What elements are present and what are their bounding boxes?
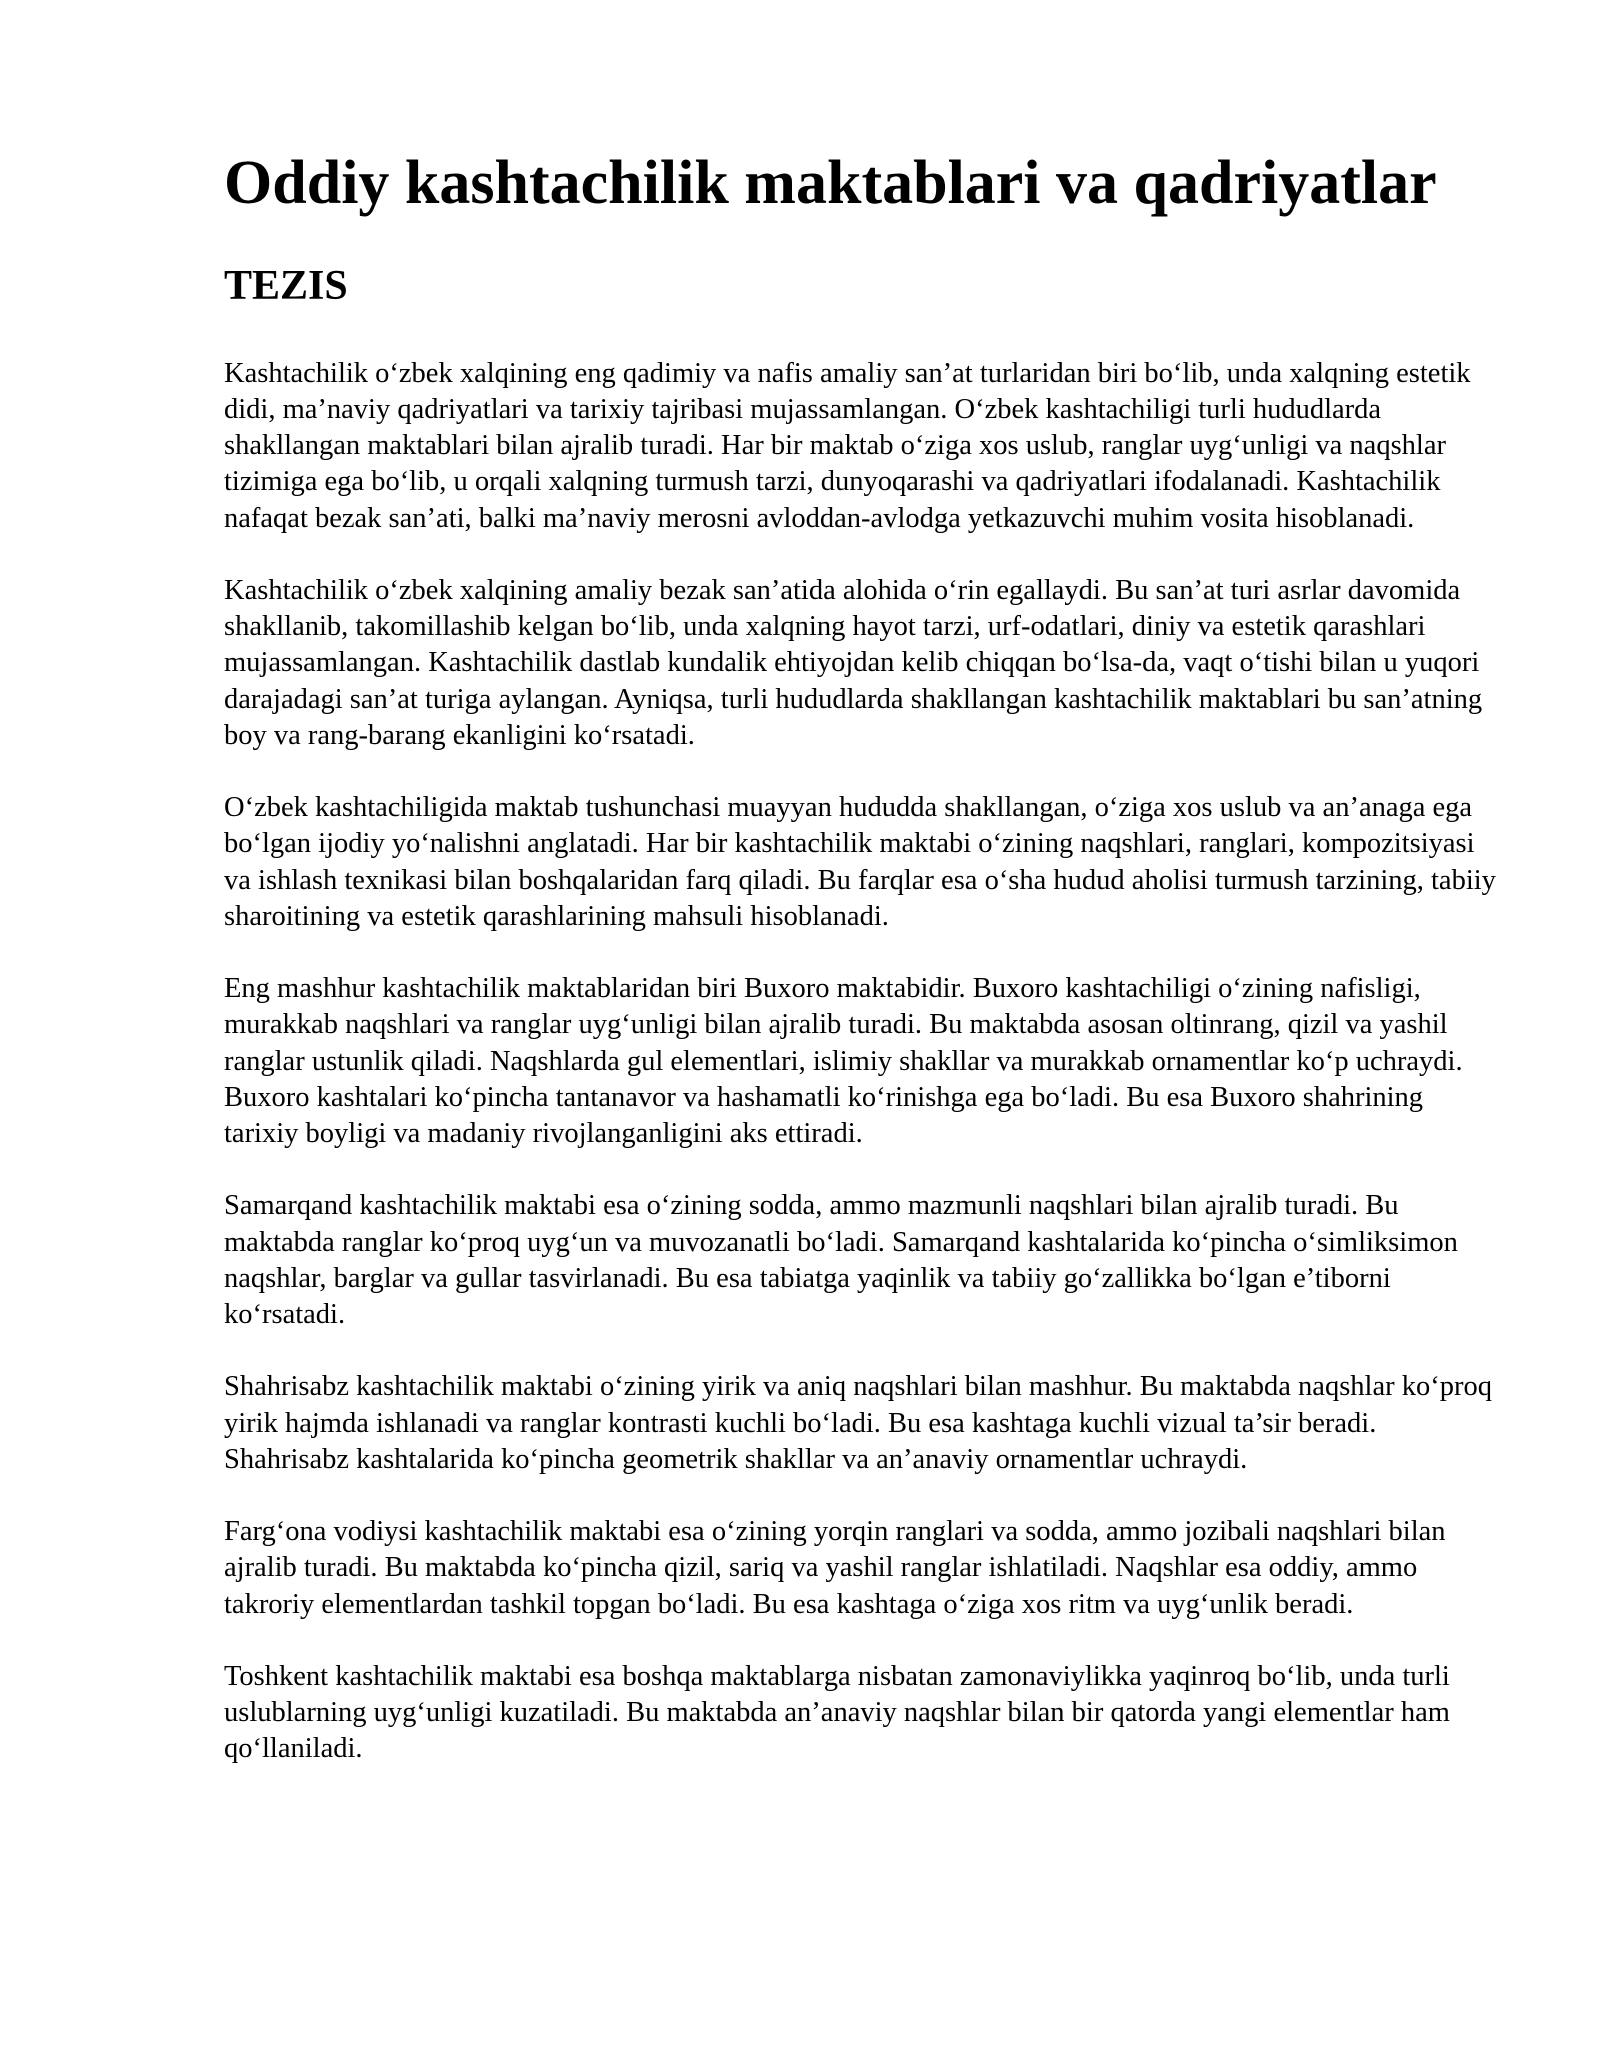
- paragraph: Samarqand kashtachilik maktabi esa o‘zining sodda, ammo mazmunli naqshlari bilan ajralib turadi. Bu maktabda ranglar ko‘proq uyg‘un va muvozanatli bo‘ladi. Samarqand kashtalarida ko‘pincha o‘simliksimon naqshlar, barglar va gullar tasvirlanadi. Bu esa tabiatga yaqinlik va tabiiy go‘zallikka bo‘lgan e’tiborni ko‘rsatadi.: [224, 1190, 1458, 1330]
- paragraph: Shahrisabz kashtachilik maktabi o‘zining yirik va aniq naqshlari bilan mashhur. Bu maktabda naqshlar ko‘proq yirik hajmda ishlanadi va ranglar kontrasti kuchli bo‘ladi. Bu esa kashtaga kuchli vizual ta’sir beradi. Shahrisabz kashtalarida ko‘pincha geometrik shakllar va an’anaviy ornamentlar uchraydi.: [224, 1371, 1492, 1475]
- paragraph: Toshkent kashtachilik maktabi esa boshqa maktablarga nisbatan zamonaviylikka yaqinroq bo‘lib, unda turli uslublarning uyg‘unligi kuzatiladi. Bu maktabda an’anaviy naqshlar bilan bir qatorda yangi elementlar ham qo‘llaniladi.: [224, 1660, 1450, 1765]
- document-page: [224, 148, 1499, 1804]
- document-title: Oddiy kashtachilik maktablari va qadriyatlar: [224, 149, 1437, 217]
- paragraph: Eng mashhur kashtachilik maktablaridan biri Buxoro maktabidir. Buxoro kashtachiligi o‘zining nafisligi, murakkab naqshlari va ranglar uyg‘unligi bilan ajralib turadi. Bu maktabda asosan oltinrang, qizil va yashil ranglar ustunlik qiladi. Naqshlarda gul elementlari, islimiy shakllar va murakkab ornamentlar ko‘p uchraydi. Buxoro kashtalari ko‘pincha tantanavor va hashamatli ko‘rinishga ega bo‘ladi. Bu esa Buxoro shahrining tarixiy boyligi va madaniy rivojlanganligini aks ettiradi.: [224, 973, 1463, 1149]
- paragraph: O‘zbek kashtachiligida maktab tushunchasi muayyan hududda shakllangan, o‘ziga xos uslub va an’anaga ega bo‘lgan ijodiy yo‘nalishni anglatadi. Har bir kashtachilik maktabi o‘zining naqshlari, ranglari, kompozitsiyasi va ishlash texnikasi bilan boshqalaridan farq qiladi. Bu farqlar esa o‘sha hudud aholisi turmush tarzining, tabiiy sharoitining va estetik qarashlarining mahsuli hisoblanadi.: [224, 792, 1496, 932]
- paragraph: Kashtachilik o‘zbek xalqining eng qadimiy va nafis amaliy san’at turlaridan biri bo‘lib, unda xalqning estetik didi, ma’naviy qadriyatlari va tarixiy tajribasi mujassamlangan. O‘zbek kashtachiligi turli hududlarda shakllangan maktablari bilan ajralib turadi. Har bir maktab o‘ziga xos uslub, ranglar uyg‘unligi va naqshlar tizimiga ega bo‘lib, u orqali xalqning turmush tarzi, dunyoqarashi va qadriyatlari ifodalanadi. Kashtachilik nafaqat bezak san’ati, balki ma’naviy merosni avloddan-avlodga yetkazuvchi muhim vosita hisoblanadi.: [224, 357, 1471, 534]
- document-body: [224, 356, 1499, 1768]
- section-heading-tezis: TEZIS: [224, 263, 348, 310]
- paragraph: Kashtachilik o‘zbek xalqining amaliy bezak san’atida alohida o‘rin egallaydi. Bu san’at turi asrlar davomida shakllanib, takomillashib kelgan bo‘lib, unda xalqning hayot tarzi, urf-odatlari, diniy va estetik qarashlari mujassamlangan. Kashtachilik dastlab kundalik ehtiyojdan kelib chiqqan bo‘lsa-da, vaqt o‘tishi bilan u yuqori darajadagi san’at turiga aylangan. Ayniqsa, turli hududlarda shakllangan kashtachilik maktablari bu san’atning boy va rang-barang ekanligini ko‘rsatadi.: [224, 574, 1483, 751]
- paragraph: Farg‘ona vodiysi kashtachilik maktabi esa o‘zining yorqin ranglari va sodda, ammo jozibali naqshlari bilan ajralib turadi. Bu maktabda ko‘pincha qizil, sariq va yashil ranglar ishlatiladi. Naqshlar esa oddiy, ammo takroriy elementlardan tashkil topgan bo‘ladi. Bu esa kashtaga o‘ziga xos ritm va uyg‘unlik beradi.: [224, 1516, 1446, 1620]
